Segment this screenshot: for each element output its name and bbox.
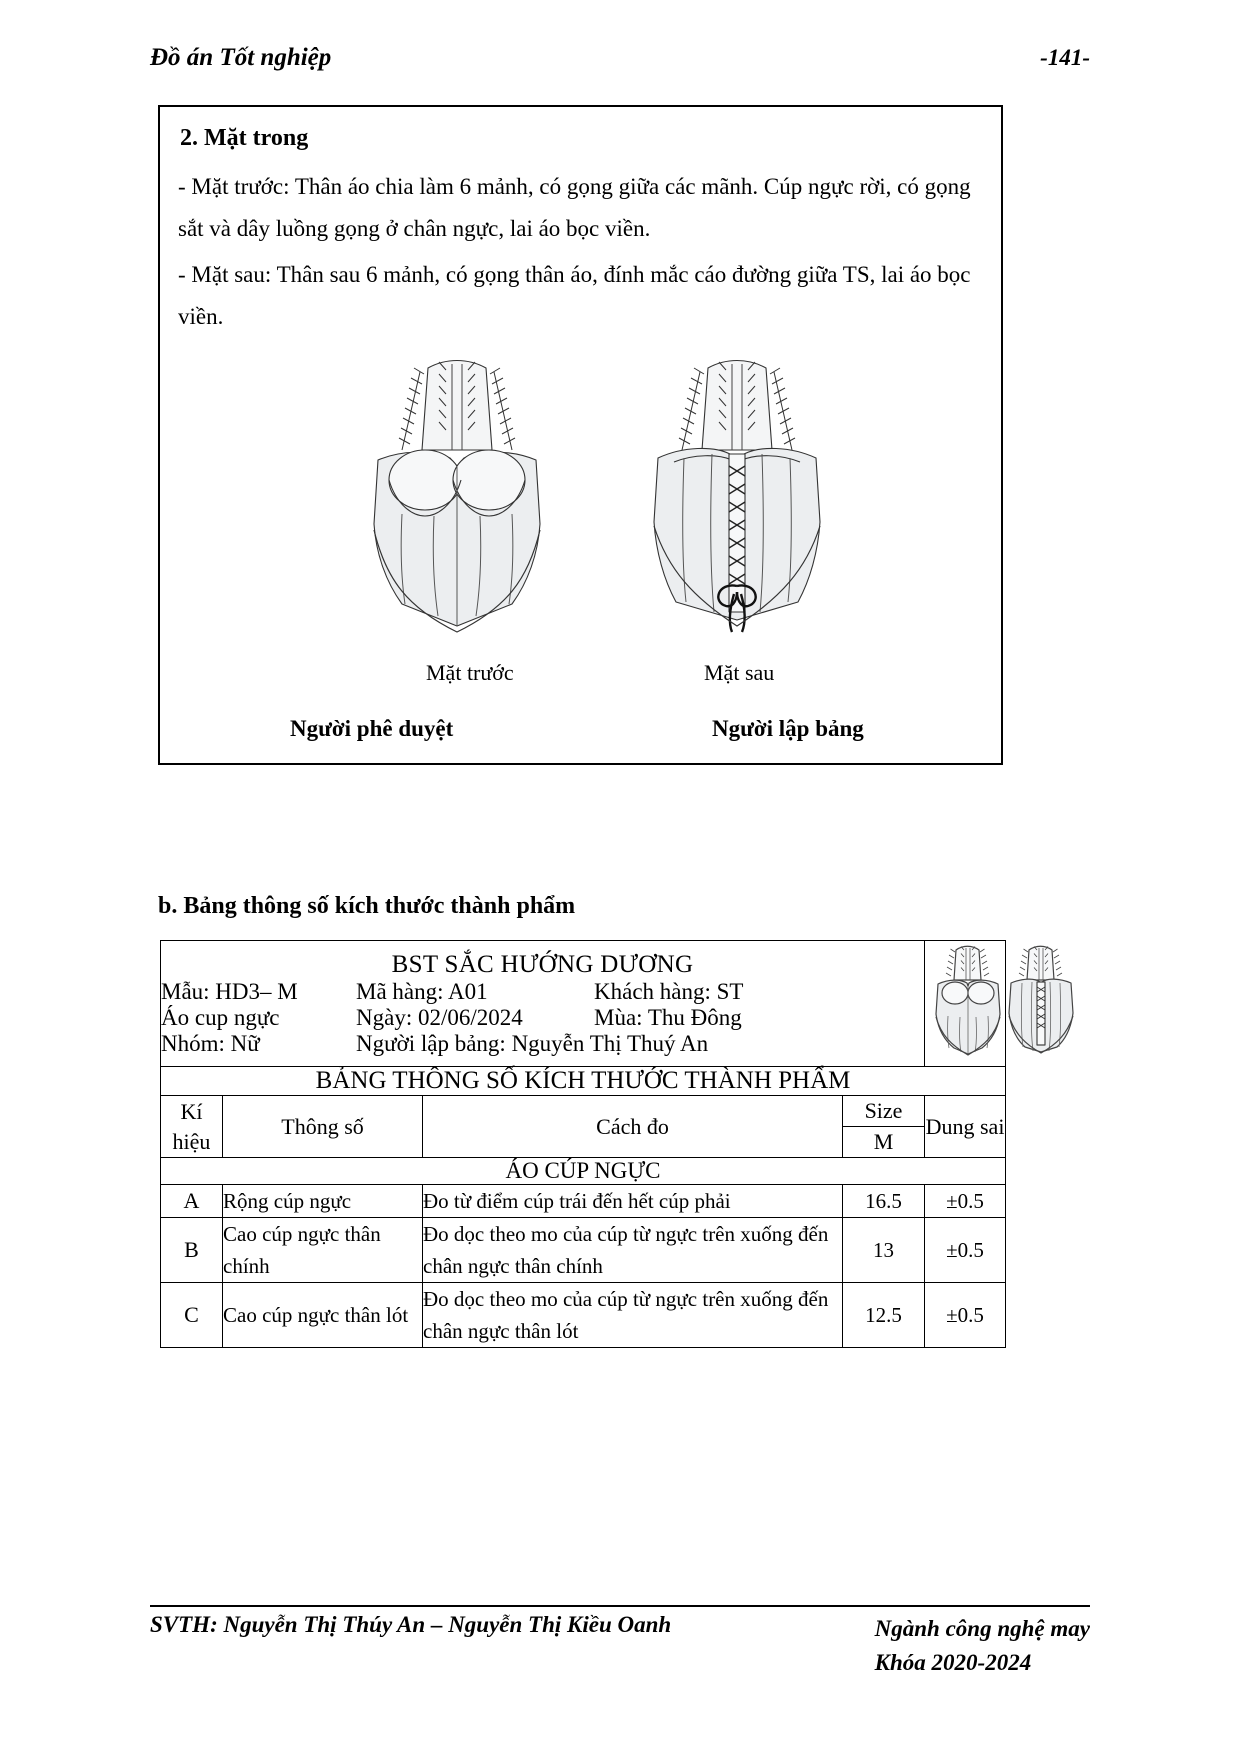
info-group: Nhóm: Nữ [161, 1030, 260, 1056]
footer-rule [150, 1605, 1090, 1607]
footer-program [875, 1612, 1090, 1680]
corset-thumbnail-icon [925, 941, 1075, 1061]
inner-view-box [158, 105, 1003, 765]
column-header-row [161, 1096, 1006, 1127]
info-preparer: Người lập bảng: Nguyễn Thị Thuý An [356, 1030, 709, 1056]
page-number: -141- [1040, 45, 1090, 70]
table-row [161, 1283, 1006, 1348]
signature-approver: Người phê duyệt [290, 716, 454, 741]
row-symbol: C [161, 1283, 223, 1348]
table-row [161, 1185, 1006, 1218]
spec-header-row [161, 941, 1006, 1067]
group-title: ÁO CÚP NGỰC [161, 1158, 1006, 1185]
row-parameter: Rộng cúp ngực [223, 1185, 423, 1218]
info-row [161, 979, 924, 1005]
info-season: Mùa: Thu Đông [594, 1004, 742, 1030]
signature-row [174, 716, 987, 756]
row-method: Đo từ điểm cúp trái đến hết cúp phải [423, 1185, 843, 1218]
spec-table [160, 940, 1006, 1348]
paragraph-back: - Mặt sau: Thân sau 6 mảnh, có gọng thân áo, đính mắc cáo đường giữa TS, lai áo bọc viền. [178, 262, 971, 329]
header-title: Đồ án Tốt nghiệp [150, 44, 332, 71]
row-symbol: A [161, 1185, 223, 1218]
col-size-m: M [843, 1127, 925, 1158]
row-size-m: 13 [843, 1218, 925, 1283]
row-parameter: Cao cúp ngực thân lót [223, 1283, 423, 1348]
corset-front-drawing [342, 354, 572, 639]
col-method: Cách đo [423, 1096, 843, 1158]
info-row [161, 1031, 924, 1057]
collection-title-row [161, 951, 924, 979]
col-tolerance: Dung sai [925, 1096, 1006, 1158]
drawing-captions [174, 660, 987, 694]
row-size-m: 16.5 [843, 1185, 925, 1218]
row-parameter: Cao cúp ngực thân chính [223, 1218, 423, 1283]
col-symbol: Kí hiệu [161, 1096, 223, 1158]
spec-info-block [161, 941, 925, 1067]
signature-preparer: Người lập bảng [712, 716, 864, 741]
page-footer [150, 1612, 1090, 1680]
col-parameter: Thông số [223, 1096, 423, 1158]
row-method: Đo dọc theo mo của cúp từ ngực trên xuống đến chân ngực thân lót [423, 1283, 843, 1348]
row-tolerance: ±0.5 [925, 1283, 1006, 1348]
paragraph-front: - Mặt trước: Thân áo chia làm 6 mảnh, có gọng giữa các mãnh. Cúp ngực rời, có gọng sắt và dây luồng gọng ở chân ngực, lai áo bọc viền. [178, 174, 971, 241]
spec-table-title: BẢNG THÔNG SỐ KÍCH THƯỚC THÀNH PHẨM [161, 1067, 1006, 1096]
row-method: Đo dọc theo mo của cúp từ ngực trên xuống đến chân ngực thân chính [423, 1218, 843, 1283]
row-symbol: B [161, 1218, 223, 1283]
section-heading: b. Bảng thông số kích thước thành phẩm [158, 893, 576, 919]
caption-front: Mặt trước [426, 660, 514, 685]
row-size-m: 12.5 [843, 1283, 925, 1348]
col-size: Size [843, 1096, 925, 1127]
table-row [161, 1218, 1006, 1283]
spec-info-table [161, 951, 924, 1057]
footer-authors: SVTH: Nguyễn Thị Thúy An – Nguyễn Thị Kiều Oanh [150, 1612, 672, 1637]
info-style-code: Mã hàng: A01 [356, 978, 488, 1004]
footer-major: Ngành công nghệ may [874, 1616, 1090, 1641]
running-header [150, 44, 1090, 72]
collection-title: BST SẮC HƯỚNG DƯƠNG [391, 950, 694, 978]
caption-back: Mặt sau [704, 660, 775, 685]
row-tolerance: ±0.5 [925, 1218, 1006, 1283]
inner-view-heading: 2. Mặt trong [180, 125, 309, 151]
spec-thumbnail [925, 941, 1006, 1067]
row-tolerance: ±0.5 [925, 1185, 1006, 1218]
spec-title-row [161, 1067, 1006, 1096]
group-title-row [161, 1158, 1006, 1185]
footer-course: Khóa 2020-2024 [874, 1650, 1032, 1675]
info-date: Ngày: 02/06/2024 [356, 1004, 523, 1030]
info-model: Mẫu: HD3– M [161, 978, 298, 1004]
info-product: Áo cup ngực [161, 1004, 280, 1030]
corset-back-drawing [622, 354, 852, 639]
info-customer: Khách hàng: ST [594, 978, 744, 1004]
technical-drawings [174, 354, 987, 654]
info-row [161, 1005, 924, 1031]
